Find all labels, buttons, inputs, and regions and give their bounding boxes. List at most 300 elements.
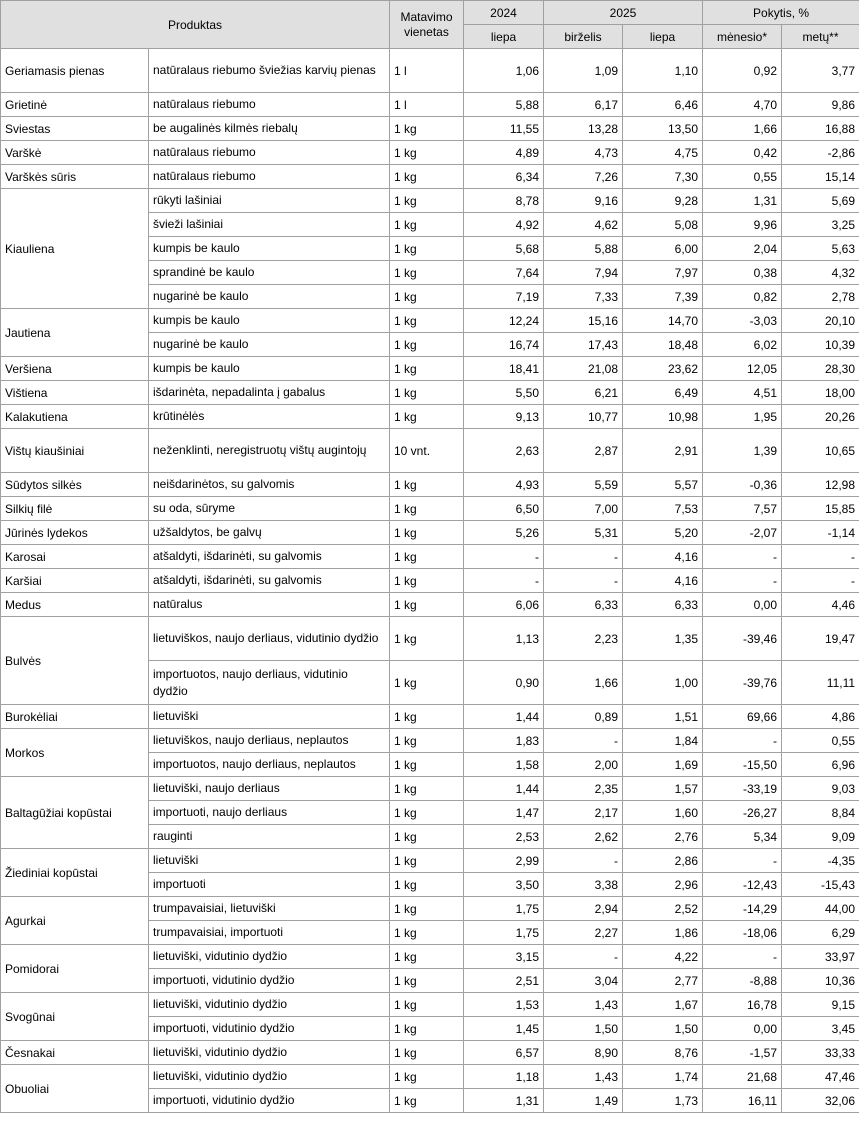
- cell-liepa-2024: 6,06: [464, 593, 544, 617]
- cell-metu: -2,86: [782, 141, 859, 165]
- product-name: Varškė: [1, 141, 149, 165]
- cell-metu: 9,03: [782, 777, 859, 801]
- cell-unit: 1 kg: [390, 969, 464, 993]
- cell-metu: 2,78: [782, 285, 859, 309]
- cell-menesio: 21,68: [703, 1065, 782, 1089]
- table-row: [1, 777, 859, 801]
- cell-unit: 1 kg: [390, 545, 464, 569]
- cell-liepa-2025: 7,97: [623, 261, 703, 285]
- cell-birzelis-2025: -: [544, 569, 623, 593]
- cell-metu: 12,98: [782, 473, 859, 497]
- cell-liepa-2025: 1,84: [623, 729, 703, 753]
- cell-liepa-2025: 1,74: [623, 1065, 703, 1089]
- product-description: nugarinė be kaulo: [149, 285, 390, 309]
- cell-liepa-2025: 1,67: [623, 993, 703, 1017]
- cell-birzelis-2025: 1,09: [544, 49, 623, 93]
- cell-menesio: 0,92: [703, 49, 782, 93]
- cell-unit: 1 kg: [390, 213, 464, 237]
- cell-birzelis-2025: 2,27: [544, 921, 623, 945]
- cell-unit: 1 kg: [390, 189, 464, 213]
- cell-unit: 10 vnt.: [390, 429, 464, 473]
- cell-birzelis-2025: -: [544, 849, 623, 873]
- cell-unit: 1 kg: [390, 1089, 464, 1113]
- cell-menesio: -18,06: [703, 921, 782, 945]
- header-metu: metų**: [782, 25, 859, 49]
- cell-metu: -1,14: [782, 521, 859, 545]
- cell-unit: 1 kg: [390, 261, 464, 285]
- cell-menesio: -: [703, 945, 782, 969]
- table-row: [1, 189, 859, 213]
- cell-unit: 1 kg: [390, 921, 464, 945]
- cell-menesio: 0,00: [703, 1017, 782, 1041]
- cell-liepa-2024: 3,50: [464, 873, 544, 897]
- cell-liepa-2025: 1,10: [623, 49, 703, 93]
- cell-metu: 9,86: [782, 93, 859, 117]
- cell-unit: 1 kg: [390, 753, 464, 777]
- table-row: [1, 545, 859, 569]
- product-description: natūralaus riebumo: [149, 141, 390, 165]
- product-description: trumpavaisiai, lietuviški: [149, 897, 390, 921]
- cell-unit: 1 kg: [390, 1041, 464, 1065]
- header-year-2024: 2024: [464, 1, 544, 25]
- product-description: lietuviški, vidutinio dydžio: [149, 945, 390, 969]
- product-description: kumpis be kaulo: [149, 237, 390, 261]
- cell-liepa-2024: 16,74: [464, 333, 544, 357]
- cell-metu: 6,29: [782, 921, 859, 945]
- header-birzelis-2025: birželis: [544, 25, 623, 49]
- cell-unit: 1 kg: [390, 165, 464, 189]
- cell-liepa-2025: 6,46: [623, 93, 703, 117]
- cell-liepa-2024: 1,75: [464, 921, 544, 945]
- cell-birzelis-2025: 17,43: [544, 333, 623, 357]
- cell-liepa-2025: 1,86: [623, 921, 703, 945]
- cell-metu: 3,45: [782, 1017, 859, 1041]
- product-name: Veršiena: [1, 357, 149, 381]
- cell-metu: 3,25: [782, 213, 859, 237]
- cell-liepa-2025: 5,57: [623, 473, 703, 497]
- cell-menesio: -: [703, 569, 782, 593]
- product-description: lietuviški, vidutinio dydžio: [149, 1065, 390, 1089]
- product-description: lietuviškos, naujo derliaus, neplautos: [149, 729, 390, 753]
- cell-metu: 4,86: [782, 705, 859, 729]
- product-description: švieži lašiniai: [149, 213, 390, 237]
- cell-liepa-2025: 10,98: [623, 405, 703, 429]
- cell-birzelis-2025: 2,35: [544, 777, 623, 801]
- cell-liepa-2024: 1,44: [464, 777, 544, 801]
- cell-menesio: 0,42: [703, 141, 782, 165]
- product-description: natūralaus riebumo: [149, 165, 390, 189]
- cell-liepa-2025: 23,62: [623, 357, 703, 381]
- cell-birzelis-2025: 2,17: [544, 801, 623, 825]
- table-row: [1, 945, 859, 969]
- product-name: Grietinė: [1, 93, 149, 117]
- cell-unit: 1 kg: [390, 705, 464, 729]
- cell-menesio: -15,50: [703, 753, 782, 777]
- cell-menesio: -39,76: [703, 661, 782, 705]
- product-name: Silkių filė: [1, 497, 149, 521]
- cell-liepa-2025: 14,70: [623, 309, 703, 333]
- cell-liepa-2025: 1,00: [623, 661, 703, 705]
- cell-liepa-2024: -: [464, 545, 544, 569]
- product-description: lietuviški, naujo derliaus: [149, 777, 390, 801]
- cell-metu: 9,15: [782, 993, 859, 1017]
- cell-metu: 33,97: [782, 945, 859, 969]
- product-name: Bulvės: [1, 617, 149, 705]
- cell-liepa-2025: 2,77: [623, 969, 703, 993]
- product-name: Medus: [1, 593, 149, 617]
- cell-metu: 5,63: [782, 237, 859, 261]
- cell-birzelis-2025: 1,66: [544, 661, 623, 705]
- product-description: kumpis be kaulo: [149, 309, 390, 333]
- cell-birzelis-2025: 6,21: [544, 381, 623, 405]
- cell-liepa-2024: 6,50: [464, 497, 544, 521]
- cell-menesio: -39,46: [703, 617, 782, 661]
- cell-menesio: 7,57: [703, 497, 782, 521]
- cell-metu: -4,35: [782, 849, 859, 873]
- cell-unit: 1 l: [390, 93, 464, 117]
- table-row: [1, 141, 859, 165]
- cell-liepa-2025: 4,75: [623, 141, 703, 165]
- cell-liepa-2024: 7,19: [464, 285, 544, 309]
- cell-menesio: 1,95: [703, 405, 782, 429]
- table-row: [1, 473, 859, 497]
- cell-menesio: 12,05: [703, 357, 782, 381]
- cell-metu: 10,65: [782, 429, 859, 473]
- product-name: Sūdytos silkės: [1, 473, 149, 497]
- cell-unit: 1 kg: [390, 801, 464, 825]
- product-name: Agurkai: [1, 897, 149, 945]
- cell-menesio: 5,34: [703, 825, 782, 849]
- product-description: atšaldyti, išdarinėti, su galvomis: [149, 545, 390, 569]
- product-name: Kalakutiena: [1, 405, 149, 429]
- cell-metu: 32,06: [782, 1089, 859, 1113]
- cell-birzelis-2025: 5,88: [544, 237, 623, 261]
- table-row: [1, 117, 859, 141]
- product-description: importuotos, naujo derliaus, vidutinio dydžio: [149, 661, 390, 705]
- cell-liepa-2024: 8,78: [464, 189, 544, 213]
- product-description: nugarinė be kaulo: [149, 333, 390, 357]
- cell-birzelis-2025: 8,90: [544, 1041, 623, 1065]
- cell-birzelis-2025: 0,89: [544, 705, 623, 729]
- cell-liepa-2024: 1,31: [464, 1089, 544, 1113]
- cell-unit: 1 kg: [390, 521, 464, 545]
- table-row: [1, 49, 859, 93]
- cell-menesio: -: [703, 545, 782, 569]
- cell-menesio: -8,88: [703, 969, 782, 993]
- cell-menesio: 2,04: [703, 237, 782, 261]
- cell-birzelis-2025: 1,43: [544, 1065, 623, 1089]
- cell-unit: 1 kg: [390, 405, 464, 429]
- cell-birzelis-2025: 7,26: [544, 165, 623, 189]
- cell-metu: 44,00: [782, 897, 859, 921]
- product-name: Geriamasis pienas: [1, 49, 149, 93]
- cell-metu: 3,77: [782, 49, 859, 93]
- product-description: sprandinė be kaulo: [149, 261, 390, 285]
- product-description: be augalinės kilmės riebalų: [149, 117, 390, 141]
- table-row: [1, 429, 859, 473]
- cell-metu: 20,10: [782, 309, 859, 333]
- cell-metu: 4,32: [782, 261, 859, 285]
- cell-metu: 20,26: [782, 405, 859, 429]
- cell-liepa-2024: 1,06: [464, 49, 544, 93]
- product-description: trumpavaisiai, importuoti: [149, 921, 390, 945]
- table-header: [1, 1, 859, 49]
- cell-liepa-2024: 5,88: [464, 93, 544, 117]
- cell-liepa-2025: 4,16: [623, 569, 703, 593]
- cell-unit: 1 kg: [390, 849, 464, 873]
- product-name: Žiediniai kopūstai: [1, 849, 149, 897]
- product-name: Obuoliai: [1, 1065, 149, 1113]
- cell-metu: 0,55: [782, 729, 859, 753]
- cell-liepa-2025: 1,73: [623, 1089, 703, 1113]
- cell-unit: 1 kg: [390, 661, 464, 705]
- product-description: lietuviški: [149, 849, 390, 873]
- product-name: Burokėliai: [1, 705, 149, 729]
- cell-liepa-2025: 1,57: [623, 777, 703, 801]
- cell-liepa-2025: 7,53: [623, 497, 703, 521]
- cell-menesio: -3,03: [703, 309, 782, 333]
- cell-liepa-2025: 1,69: [623, 753, 703, 777]
- cell-unit: 1 kg: [390, 357, 464, 381]
- cell-liepa-2024: -: [464, 569, 544, 593]
- cell-birzelis-2025: 7,94: [544, 261, 623, 285]
- cell-liepa-2024: 1,44: [464, 705, 544, 729]
- cell-unit: 1 kg: [390, 117, 464, 141]
- cell-liepa-2024: 2,63: [464, 429, 544, 473]
- cell-unit: 1 kg: [390, 237, 464, 261]
- table-row: [1, 309, 859, 333]
- product-name: Vištų kiaušiniai: [1, 429, 149, 473]
- cell-menesio: -: [703, 849, 782, 873]
- cell-birzelis-2025: 2,62: [544, 825, 623, 849]
- cell-unit: 1 kg: [390, 333, 464, 357]
- cell-menesio: 9,96: [703, 213, 782, 237]
- cell-metu: 33,33: [782, 1041, 859, 1065]
- cell-birzelis-2025: 5,59: [544, 473, 623, 497]
- product-description: krūtinėlės: [149, 405, 390, 429]
- product-description: kumpis be kaulo: [149, 357, 390, 381]
- product-description: išdarinėta, nepadalinta į gabalus: [149, 381, 390, 405]
- product-name: Kiauliena: [1, 189, 149, 309]
- cell-unit: 1 kg: [390, 729, 464, 753]
- cell-unit: 1 l: [390, 49, 464, 93]
- table-row: [1, 1065, 859, 1089]
- cell-metu: 6,96: [782, 753, 859, 777]
- product-name: Baltagūžiai kopūstai: [1, 777, 149, 849]
- cell-liepa-2025: 13,50: [623, 117, 703, 141]
- cell-metu: 19,47: [782, 617, 859, 661]
- table-row: [1, 521, 859, 545]
- header-year-2025: 2025: [544, 1, 703, 25]
- cell-unit: 1 kg: [390, 777, 464, 801]
- cell-menesio: 0,55: [703, 165, 782, 189]
- cell-unit: 1 kg: [390, 1065, 464, 1089]
- table-row: [1, 705, 859, 729]
- cell-birzelis-2025: 1,43: [544, 993, 623, 1017]
- cell-liepa-2024: 6,34: [464, 165, 544, 189]
- cell-unit: 1 kg: [390, 897, 464, 921]
- product-description: neženklinti, neregistruotų vištų augintojų: [149, 429, 390, 473]
- table-body: [1, 49, 859, 1113]
- product-description: lietuviškos, naujo derliaus, vidutinio dydžio: [149, 617, 390, 661]
- product-description: importuoti, vidutinio dydžio: [149, 1089, 390, 1113]
- cell-unit: 1 kg: [390, 569, 464, 593]
- cell-metu: 5,69: [782, 189, 859, 213]
- cell-metu: 9,09: [782, 825, 859, 849]
- table-row: [1, 897, 859, 921]
- table-row: [1, 497, 859, 521]
- cell-liepa-2025: 7,39: [623, 285, 703, 309]
- product-description: lietuviški: [149, 705, 390, 729]
- cell-liepa-2025: 2,52: [623, 897, 703, 921]
- cell-menesio: -2,07: [703, 521, 782, 545]
- product-name: Morkos: [1, 729, 149, 777]
- cell-liepa-2024: 1,45: [464, 1017, 544, 1041]
- cell-birzelis-2025: 2,00: [544, 753, 623, 777]
- cell-liepa-2024: 4,89: [464, 141, 544, 165]
- cell-unit: 1 kg: [390, 945, 464, 969]
- product-name: Karosai: [1, 545, 149, 569]
- table-row: [1, 593, 859, 617]
- cell-menesio: 16,78: [703, 993, 782, 1017]
- cell-birzelis-2025: 21,08: [544, 357, 623, 381]
- cell-unit: 1 kg: [390, 381, 464, 405]
- cell-metu: 15,85: [782, 497, 859, 521]
- table-row: [1, 729, 859, 753]
- cell-birzelis-2025: 9,16: [544, 189, 623, 213]
- cell-liepa-2025: 7,30: [623, 165, 703, 189]
- cell-birzelis-2025: 2,87: [544, 429, 623, 473]
- cell-birzelis-2025: 10,77: [544, 405, 623, 429]
- cell-liepa-2025: 8,76: [623, 1041, 703, 1065]
- cell-liepa-2025: 6,33: [623, 593, 703, 617]
- table-row: [1, 405, 859, 429]
- cell-menesio: -1,57: [703, 1041, 782, 1065]
- cell-liepa-2024: 5,68: [464, 237, 544, 261]
- cell-liepa-2024: 3,15: [464, 945, 544, 969]
- cell-menesio: -: [703, 729, 782, 753]
- cell-metu: 28,30: [782, 357, 859, 381]
- cell-menesio: -33,19: [703, 777, 782, 801]
- cell-menesio: -26,27: [703, 801, 782, 825]
- cell-liepa-2024: 1,53: [464, 993, 544, 1017]
- cell-liepa-2025: 2,86: [623, 849, 703, 873]
- cell-liepa-2024: 11,55: [464, 117, 544, 141]
- cell-liepa-2025: 9,28: [623, 189, 703, 213]
- product-description: importuoti, vidutinio dydžio: [149, 1017, 390, 1041]
- cell-metu: 15,14: [782, 165, 859, 189]
- product-description: užšaldytos, be galvų: [149, 521, 390, 545]
- cell-liepa-2024: 1,18: [464, 1065, 544, 1089]
- table-row: [1, 993, 859, 1017]
- header-liepa-2025: liepa: [623, 25, 703, 49]
- header-menesio: mėnesio*: [703, 25, 782, 49]
- table-row: [1, 381, 859, 405]
- cell-menesio: 4,70: [703, 93, 782, 117]
- cell-liepa-2024: 0,90: [464, 661, 544, 705]
- cell-menesio: 1,31: [703, 189, 782, 213]
- product-description: rūkyti lašiniai: [149, 189, 390, 213]
- cell-liepa-2024: 1,47: [464, 801, 544, 825]
- product-description: natūralaus riebumo: [149, 93, 390, 117]
- cell-liepa-2024: 12,24: [464, 309, 544, 333]
- table-row: [1, 617, 859, 661]
- cell-unit: 1 kg: [390, 993, 464, 1017]
- cell-birzelis-2025: -: [544, 945, 623, 969]
- product-name: Sviestas: [1, 117, 149, 141]
- cell-liepa-2025: 18,48: [623, 333, 703, 357]
- product-name: Karšiai: [1, 569, 149, 593]
- cell-metu: 8,84: [782, 801, 859, 825]
- header-pokytis: Pokytis, %: [703, 1, 859, 25]
- cell-birzelis-2025: 2,94: [544, 897, 623, 921]
- cell-birzelis-2025: 7,33: [544, 285, 623, 309]
- cell-birzelis-2025: 15,16: [544, 309, 623, 333]
- cell-birzelis-2025: 6,17: [544, 93, 623, 117]
- cell-liepa-2025: 2,91: [623, 429, 703, 473]
- cell-birzelis-2025: 3,38: [544, 873, 623, 897]
- cell-metu: 10,36: [782, 969, 859, 993]
- cell-menesio: 16,11: [703, 1089, 782, 1113]
- cell-liepa-2025: 4,22: [623, 945, 703, 969]
- cell-liepa-2024: 9,13: [464, 405, 544, 429]
- product-name: Pomidorai: [1, 945, 149, 993]
- cell-metu: -: [782, 545, 859, 569]
- cell-menesio: -12,43: [703, 873, 782, 897]
- product-description: atšaldyti, išdarinėti, su galvomis: [149, 569, 390, 593]
- cell-liepa-2024: 4,92: [464, 213, 544, 237]
- cell-birzelis-2025: 13,28: [544, 117, 623, 141]
- header-liepa-2024: liepa: [464, 25, 544, 49]
- table-row: [1, 849, 859, 873]
- cell-menesio: -0,36: [703, 473, 782, 497]
- cell-unit: 1 kg: [390, 497, 464, 521]
- cell-menesio: -14,29: [703, 897, 782, 921]
- cell-menesio: 69,66: [703, 705, 782, 729]
- cell-liepa-2024: 2,99: [464, 849, 544, 873]
- cell-birzelis-2025: 7,00: [544, 497, 623, 521]
- cell-liepa-2025: 5,20: [623, 521, 703, 545]
- cell-liepa-2024: 1,83: [464, 729, 544, 753]
- header-matavimo-vienetas: Matavimo vienetas: [390, 1, 464, 49]
- product-name: Jautiena: [1, 309, 149, 357]
- product-description: natūralus: [149, 593, 390, 617]
- cell-menesio: 6,02: [703, 333, 782, 357]
- cell-liepa-2024: 4,93: [464, 473, 544, 497]
- product-name: Jūrinės lydekos: [1, 521, 149, 545]
- table-row: [1, 1041, 859, 1065]
- cell-menesio: 0,82: [703, 285, 782, 309]
- product-description: su oda, sūryme: [149, 497, 390, 521]
- cell-unit: 1 kg: [390, 1017, 464, 1041]
- cell-unit: 1 kg: [390, 593, 464, 617]
- cell-birzelis-2025: 3,04: [544, 969, 623, 993]
- table-row: [1, 165, 859, 189]
- cell-liepa-2025: 1,51: [623, 705, 703, 729]
- cell-metu: 18,00: [782, 381, 859, 405]
- cell-liepa-2025: 6,49: [623, 381, 703, 405]
- cell-liepa-2024: 5,50: [464, 381, 544, 405]
- cell-metu: -: [782, 569, 859, 593]
- cell-liepa-2025: 2,76: [623, 825, 703, 849]
- product-description: rauginti: [149, 825, 390, 849]
- cell-metu: -15,43: [782, 873, 859, 897]
- product-name: Svogūnai: [1, 993, 149, 1041]
- product-name: Varškės sūris: [1, 165, 149, 189]
- cell-liepa-2025: 1,60: [623, 801, 703, 825]
- cell-liepa-2024: 5,26: [464, 521, 544, 545]
- table-row: [1, 569, 859, 593]
